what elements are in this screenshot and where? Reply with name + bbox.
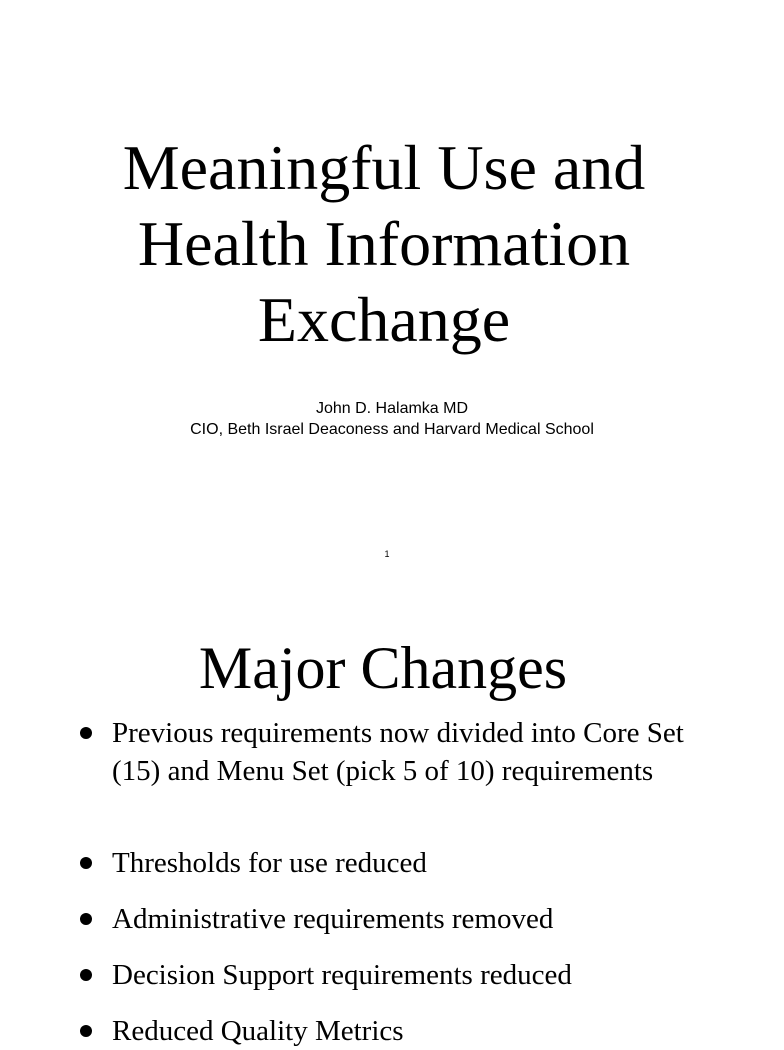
author-affiliation: CIO, Beth Israel Deaconess and Harvard Medical School (190, 421, 594, 438)
slide1-title-line: Meaningful Use and (122, 132, 646, 203)
bullet-text: Previous requirements now divided into Core Set (15) and Menu Set (pick 5 of 10) requirements (112, 717, 684, 787)
slide1-title-line: Health Information (137, 208, 631, 279)
bullet-icon (80, 913, 92, 925)
bullet-text: Administrative requirements removed (112, 903, 554, 935)
bullet-icon (80, 727, 92, 739)
bullet-item (76, 956, 706, 994)
bullet-text: Reduced Quality Metrics (112, 1015, 404, 1047)
bullet-item (76, 844, 706, 882)
slide1-title-line: Exchange (257, 284, 511, 355)
slide2-title: Major Changes (198, 635, 568, 701)
bullet-text: Decision Support requirements reduced (112, 959, 572, 991)
bullet-icon (80, 857, 92, 869)
bullet-icon (80, 1025, 92, 1037)
bullet-item (76, 900, 706, 938)
author-name: John D. Halamka MD (315, 400, 469, 417)
bullet-item (76, 1012, 706, 1050)
bullet-icon (80, 969, 92, 981)
page-number: 1 (384, 549, 390, 559)
bullet-text: Thresholds for use reduced (112, 847, 427, 879)
bullet-item (76, 714, 706, 790)
